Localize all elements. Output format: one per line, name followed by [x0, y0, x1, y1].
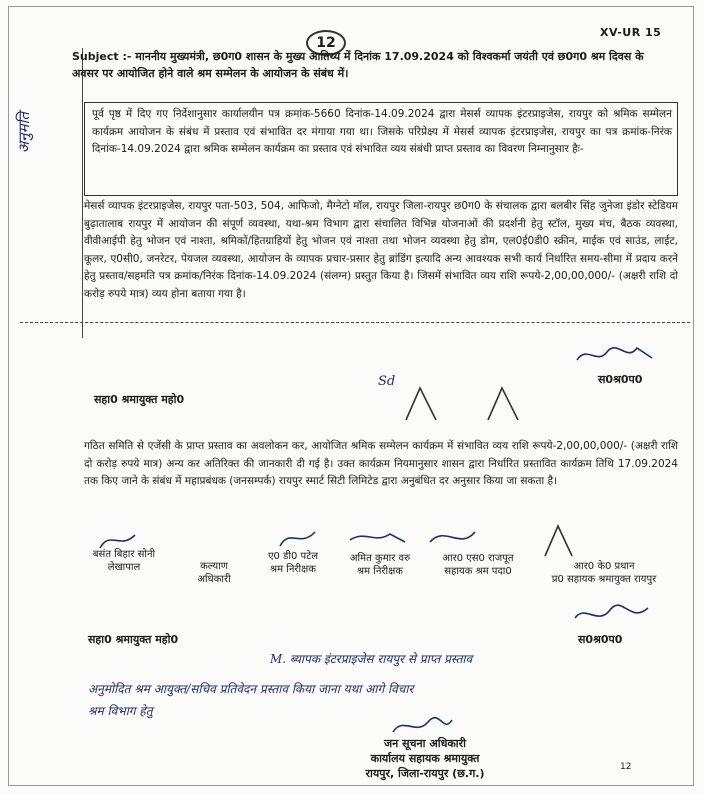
- signatory-4: [334, 552, 426, 578]
- tick-marks: [398, 380, 538, 430]
- signatory-name: अमित कुमार वरु: [349, 553, 411, 564]
- handwritten-note-line-2: अनुमोदित श्रम आयुक्त/सचिव प्रतिवेदन प्रस्ताव किया जाना यथा आगे विचार: [88, 682, 414, 696]
- addressee-2: सहा0 श्रमायुक्त महो0: [88, 633, 179, 646]
- signatory-role: श्रम निरीक्षक: [270, 564, 316, 575]
- margin-line: [82, 48, 83, 338]
- footer-line-2: कार्यालय सहायक श्रमायुक्त: [370, 752, 480, 765]
- signatory-name: आर0 के0 प्रधान: [573, 561, 635, 572]
- footer-page-number: 12: [620, 762, 632, 772]
- footer-office-block: [330, 736, 520, 781]
- subject-text: माननीय मुख्यमंत्री, छ0ग0 शासन के मुख्य आतिथ्य में दिनांक 17.09.2024 को विश्वकर्मा जयंती एवं छ0ग0 श्रम दिवस के अवसर पर आयोजित होने वाले श्रम सम्मेलन के आयोजन के संबंध में।: [72, 50, 644, 80]
- signatory-role: सहायक श्रम पदा0: [444, 566, 512, 577]
- signatory-name: बसंत बिहार सोनी: [92, 549, 156, 560]
- signatory-2: [178, 560, 250, 586]
- signatory-role: लेखापाल: [107, 562, 141, 573]
- footer-line-1: जन सूचना अधिकारी: [384, 737, 466, 750]
- signoff-designation-2: स0श्र0प0: [578, 633, 623, 646]
- signatory-role: अधिकारी: [197, 574, 231, 585]
- paragraph-2: मेसर्स व्यापक इंटरप्राइजेस, रायपुर पता-503, 504, आफिजो, मैग्नेटो मॉल, रायपुर जिला-रायपुर छ0ग0 के संचालक द्वारा बलबीर सिंह जुनेजा इंडोर स्टेडियम बुढ़ातालाब रायपुर में आयोजन की संपूर्ण व्यवस्था, यथा-श्रम विभाग द्वारा संचालित विभिन्न योजनाओं की प्रदर्शनी हेतु स्टॉल, मुख्य मंच, बैठक व्यवस्था, वीवीआईपी हेतु भोजन एवं नाश्ता, श्रमिकों/हितग्राहियों हेतु भोजन एवं नाश्ता तथा भोजन व्यवस्था हेतु डोम, एल0ई0डी0 स्क्रीन, माईक एवं साउंड, लाईट, कूलर, ए0सी0, जनरेटर, पेयजल व्यवस्था, आयोजन के व्यापक प्रचार-प्रसार हेतु ब्रांडिंग इत्यादि अन्य आवश्यक सभी कार्य निर्धारित समय-सीमा में प्रदाय करने हेतु प्रस्ताव/सहमति पत्र क्रमांक/निरंक दिनांक-14.09.2024 (संलग्न) प्रस्तुत किया है। जिसमें संभावित व्यय राशि रूपये-2,00,00,000/- (अक्षरी राशि दो करोड़ रुपये मात्र) व्यय होना बताया गया है।: [84, 200, 678, 300]
- signatory-name: आर0 एस0 राजपूत: [442, 553, 514, 564]
- subject-label: Subject :-: [72, 50, 132, 63]
- signatory-5: [428, 552, 528, 578]
- handwritten-note-line-3: श्रम विभाग हेतु: [88, 704, 153, 718]
- divider-line: [20, 322, 690, 323]
- margin-handwritten-note: अनुमति: [15, 112, 33, 154]
- subject-block: [72, 48, 672, 82]
- signatory-name: ए0 डी0 पटेल: [267, 551, 319, 562]
- signatory-1: [78, 548, 170, 574]
- footer-line-3: रायपुर, जिला-रायपुर (छ.ग.): [365, 767, 485, 780]
- addressee-1: सहा0 श्रमायुक्त महो0: [94, 393, 185, 406]
- signatory-3: [250, 550, 336, 576]
- signoff-designation-1: स0श्र0प0: [598, 373, 643, 386]
- signature-2: [570, 600, 660, 630]
- paragraph-1: पूर्व पृष्ठ में दिए गए निर्देशानुसार कार्यालयीन पत्र क्रमांक-5660 दिनांक-14.09.2024 द्वारा मेसर्स व्यापक इंटरप्राइजेस, रायपुर को श्रमिक सम्मेलन कार्यक्रम आयोजन के संबंध में प्रस्ताव एवं संभावित दर मंगाया गया था। जिसके परिप्रेक्ष्य में मेसर्स व्यापक इंटरप्राइजेस, रायपुर का पत्र क्रमांक-निरंक दिनांक-14.09.2024 द्वारा श्रमिक सम्मेलन कार्यक्रम का प्रस्ताव एवं संभावित व्यय संबंधी प्राप्त प्रस्ताव का विवरण निम्नानुसार हैः-: [92, 108, 672, 155]
- page-number-circle: 12: [306, 30, 346, 56]
- signature-1: [572, 340, 662, 370]
- signatory-role: प्र0 सहायक श्रमायुक्त रायपुर: [551, 574, 657, 585]
- signatory-name: कल्याण: [200, 561, 228, 572]
- signoff-initial: Sd: [378, 374, 396, 389]
- paragraph-3: गठित समिति से एजेंसी के प्राप्त प्रस्ताव का अवलोकन कर, आयोजित श्रमिक सम्मेलन कार्यक्रम में संभावित व्यय राशि रूपये-2,00,00,000/- (अक्षरी राशि दो करोड़ रुपये मात्र) अन्य कर अतिरिक्त की जानकारी दी गई है। उक्त कार्यक्रम नियमानुसार शासन द्वारा निर्धारित प्रस्तावित कार्यक्रम तिथि 17.09.2024 तक किए जाने के संबंध में महाप्रबंधक (जनसम्पर्क) रायपुर स्मार्ट सिटी लिमिटेड द्वारा अनुबंधित दर अनुसार किया जा सकता है।: [84, 440, 678, 487]
- signatory-role: श्रम निरीक्षक: [357, 566, 403, 577]
- handwritten-note-line-1: M. ब्यापक इंटरप्राइजेस रायपुर से प्राप्त प्रस्ताव: [270, 652, 473, 666]
- signatory-6: [534, 560, 674, 586]
- document-reference: XV-UR 15: [600, 26, 662, 39]
